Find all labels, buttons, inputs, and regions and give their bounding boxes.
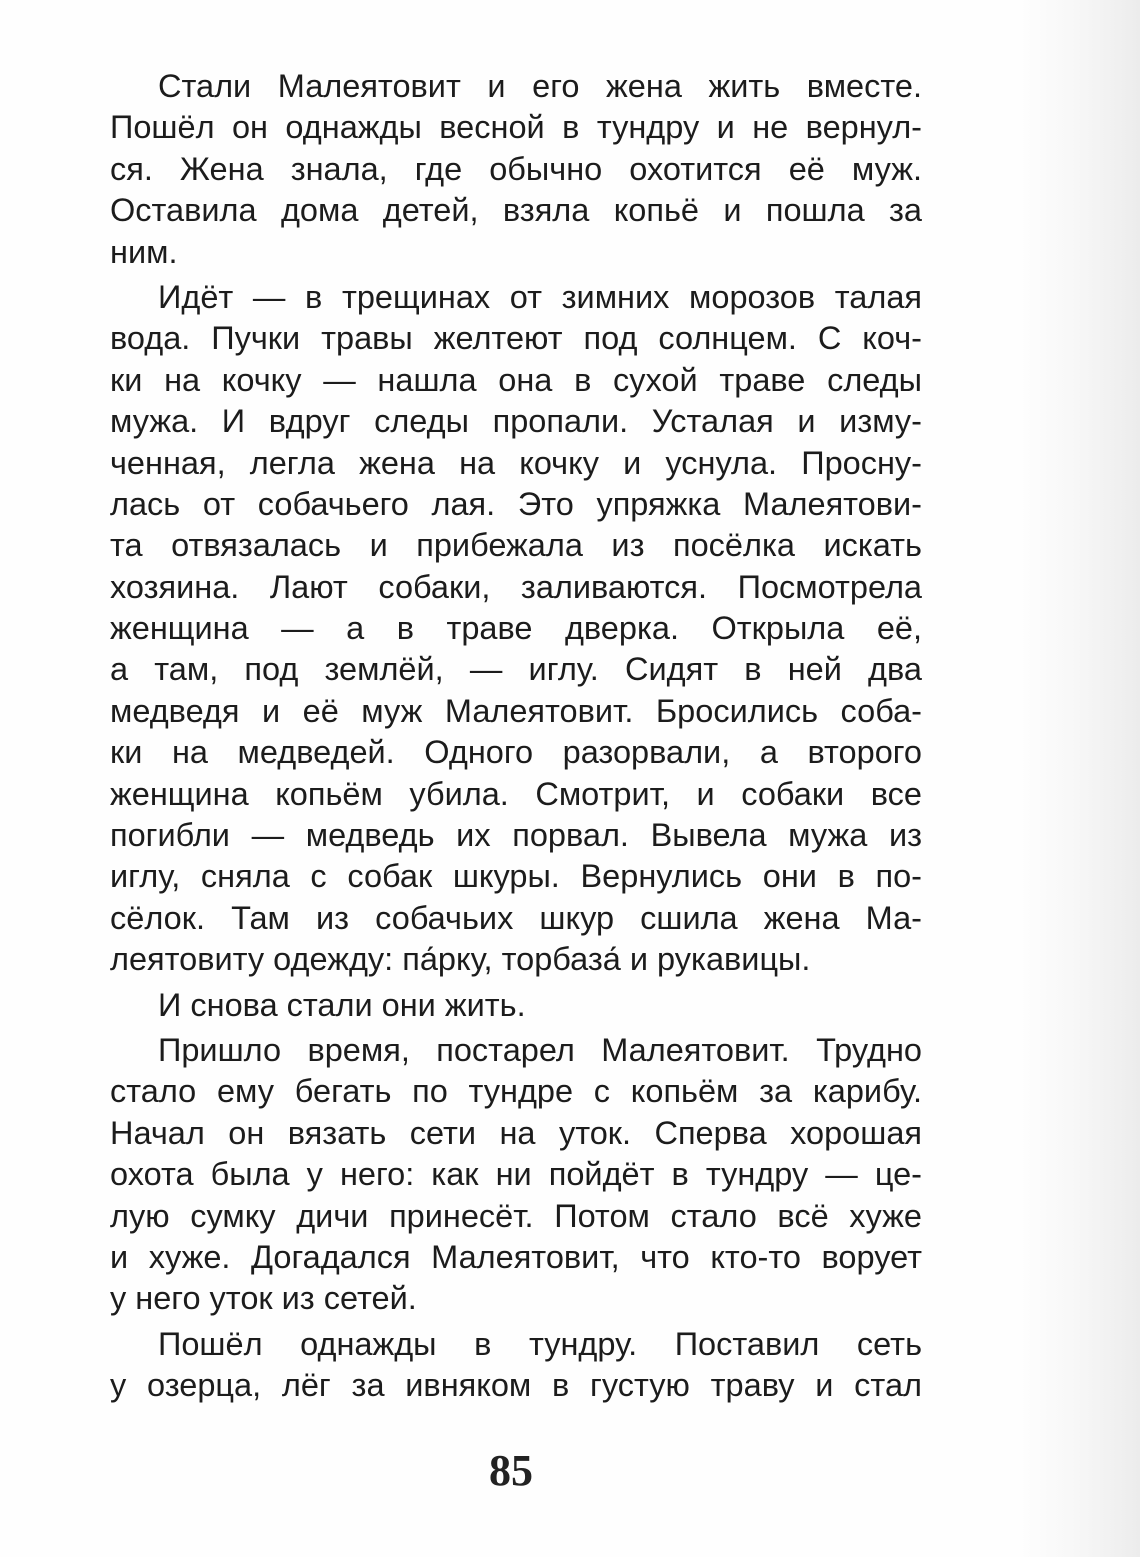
text-line: у озерца, лёг за ивняком в густую траву и стал <box>110 1367 922 1404</box>
text-line: стало ему бегать по тундре с копьём за карибу. <box>110 1073 922 1110</box>
text-line: погибли — медведь их порвал. Вывела мужа из <box>110 817 922 854</box>
text-line: леятовиту одежду: па́рку, торбаза́ и рукавицы. <box>110 941 811 978</box>
text-line: охота была у него: как ни пойдёт в тундру — це- <box>110 1156 922 1193</box>
text-line: ки на кочку — нашла она в сухой траве следы <box>110 361 922 398</box>
text-line: ки на медведей. Одного разорвали, а второго <box>110 734 922 771</box>
paragraph <box>110 985 922 1026</box>
paragraph <box>110 277 922 981</box>
text-line: И снова стали они жить. <box>158 986 526 1023</box>
text-line: Оставила дома детей, взяла копьё и пошла за <box>110 192 922 229</box>
text-line: лась от собачьего лая. Это упряжка Малеятови- <box>110 485 922 522</box>
text-line: ченная, легла жена на кочку и уснула. Просну- <box>110 444 922 481</box>
text-line: мужа. И вдруг следы пропали. Усталая и изму- <box>110 403 922 440</box>
text-line: лую сумку дичи принесёт. Потом стало всё хуже <box>110 1197 922 1234</box>
text-line: ся. Жена знала, где обычно охотится её муж. <box>110 150 922 187</box>
page-edge-shadow <box>1018 0 1140 1557</box>
text-line: медведя и её муж Малеятовит. Бросились соба- <box>110 692 922 729</box>
text-line: и хуже. Догадался Малеятовит, что кто-то ворует <box>110 1238 922 1275</box>
text-line: хозяина. Лают собаки, заливаются. Посмотрела <box>110 568 922 605</box>
text-line: Пришло время, постарел Малеятовит. Трудно <box>158 1031 922 1068</box>
paragraph <box>110 66 922 273</box>
text-line: вода. Пучки травы желтеют под солнцем. С коч- <box>110 320 922 357</box>
text-line: Пошёл однажды в тундру. Поставил сеть <box>158 1325 922 1362</box>
text-line: сёлок. Там из собачьих шкур сшила жена Ма- <box>110 899 922 936</box>
paragraph <box>110 1030 922 1320</box>
text-line: у него уток из сетей. <box>110 1280 417 1317</box>
text-line: ним. <box>110 233 178 270</box>
text-line: а там, под землёй, — иглу. Сидят в ней два <box>110 651 922 688</box>
body-text <box>110 66 922 1411</box>
text-line: Пошёл он однажды весной в тундру и не вернул- <box>110 109 922 146</box>
text-line: иглу, сняла с собак шкуры. Вернулись они в по- <box>110 858 922 895</box>
text-line: женщина — а в траве дверка. Открыла её, <box>110 610 922 647</box>
text-line: женщина копьём убила. Смотрит, и собаки все <box>110 775 922 812</box>
page-number: 85 <box>489 1446 533 1495</box>
paragraph <box>110 1324 922 1407</box>
text-line: Стали Малеятовит и его жена жить вместе. <box>158 68 922 104</box>
text-line: та отвязалась и прибежала из посёлка искать <box>110 527 922 564</box>
text-line: Начал он вязать сети на уток. Сперва хорошая <box>110 1114 922 1151</box>
text-line: Идёт — в трещинах от зимних морозов талая <box>158 278 922 315</box>
